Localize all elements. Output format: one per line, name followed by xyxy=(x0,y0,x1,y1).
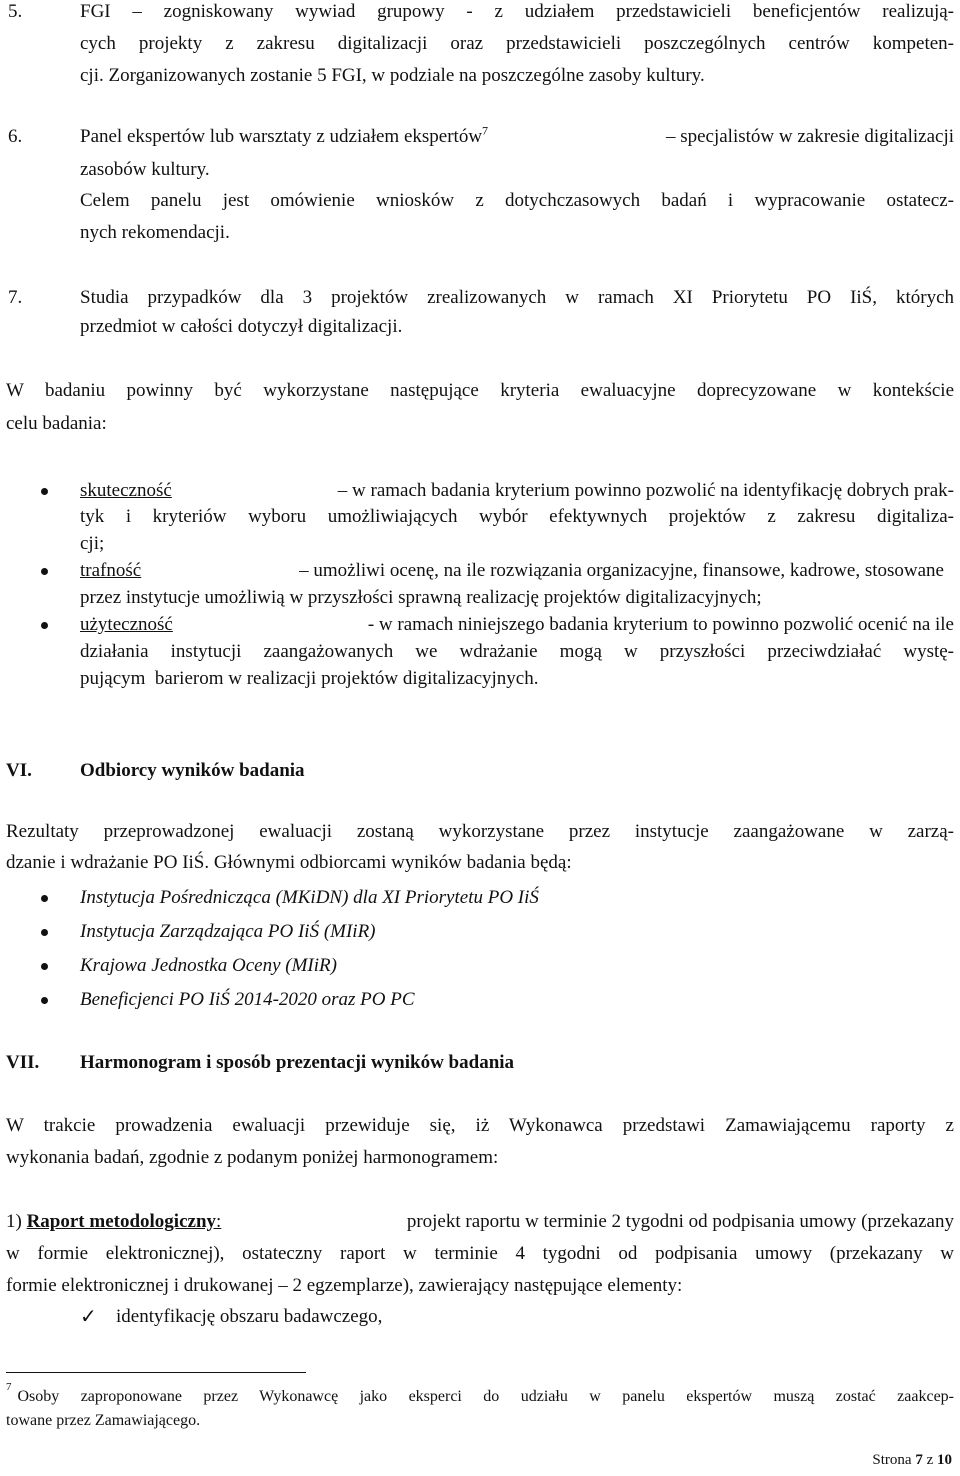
paragraph-text: Rezultaty przeprowadzonej ewaluacji zostaną wykorzystane przez instytucje zaangażowane w zarzą- xyxy=(6,821,954,842)
recipient-text: Beneficjenci PO IiŚ 2014-2020 oraz PO PC xyxy=(80,989,415,1010)
criteria-text: cji; xyxy=(80,533,105,554)
bullet-icon xyxy=(41,963,48,970)
list-item-text-part: – specjalistów w zakresie digitalizacji xyxy=(665,126,954,147)
criteria-text xyxy=(80,557,944,584)
criteria-text: działania instytucji zaangażowanych we wdrażanie mogą w przyszłości przeciwdziałać wystę- xyxy=(80,641,954,662)
list-item-text: nych rekomendacji. xyxy=(80,222,230,243)
list-item-text: zasobów kultury. xyxy=(80,159,210,180)
footnote-line xyxy=(6,1381,954,1408)
paragraph-text: dzanie i wdrażanie PO IiŚ. Głównymi odbiorcami wyników badania będą: xyxy=(6,852,572,873)
report-colon: : xyxy=(216,1211,222,1232)
report-line xyxy=(6,1208,954,1235)
report-line: w formie elektronicznej), ostateczny raport w terminie 4 tygodni od podpisania umowy (przekazany w xyxy=(6,1243,954,1264)
list-item-text xyxy=(80,123,954,150)
footnote-separator xyxy=(6,1372,306,1373)
checkmark-icon: ✓ xyxy=(80,1304,97,1328)
list-item-text: cji. Zorganizowanych zostanie 5 FGI, w podziale na poszczególne zasoby kultury. xyxy=(80,65,705,86)
list-number: 5. xyxy=(8,1,23,22)
bullet-icon xyxy=(41,622,48,629)
footnote-marker: 7 xyxy=(6,1381,12,1393)
paragraph-text: celu badania: xyxy=(6,413,107,434)
list-item-text: przedmiot w całości dotyczył digitalizacji. xyxy=(80,316,403,337)
list-item-text: cych projekty z zakresu digitalizacji oraz przedstawicieli poszczególnych centrów kompeten- xyxy=(80,33,954,54)
report-prefix: 1) xyxy=(6,1211,22,1232)
bullet-icon xyxy=(41,488,48,495)
report-line: formie elektronicznej i drukowanej – 2 egzemplarze), zawierający następujące elementy: xyxy=(6,1275,683,1296)
criteria-text xyxy=(80,477,954,504)
criteria-description: – umożliwi ocenę, na ile rozwiązania organizacyjne, finansowe, kadrowe, stosowane xyxy=(299,560,944,581)
footnote-text: Osoby zaproponowane przez Wykonawcę jako eksperci do udziału w panelu ekspertów muszą zostać zaakcep- xyxy=(17,1388,954,1405)
criteria-term: użyteczność xyxy=(80,614,173,635)
list-item-text-part: Panel ekspertów lub warsztaty z udziałem ekspertów$^7$ xyxy=(80,123,489,147)
footnote-text: towane przez Zamawiającego. xyxy=(6,1412,201,1429)
paragraph-text: W trakcie prowadzenia ewaluacji przewiduje się, iż Wykonawca przedstawi Zamawiającemu raporty z xyxy=(6,1115,954,1136)
paragraph-text: wykonania badań, zgodnie z podanym poniżej harmonogramem: xyxy=(6,1147,499,1168)
criteria-text: pującym barierom w realizacji projektów digitalizacyjnych. xyxy=(80,668,539,689)
recipient-text: Instytucja Pośrednicząca (MKiDN) dla XI Priorytetu PO IiŚ xyxy=(80,887,539,908)
criteria-text xyxy=(80,611,954,638)
list-item-text: FGI – zogniskowany wywiad grupowy - z udziałem przedstawicieli beneficjentów realizują- xyxy=(80,1,954,22)
page-current: 7 xyxy=(915,1452,923,1468)
page-separator: z xyxy=(926,1452,934,1468)
recipient-text: Krajowa Jednostka Oceny (MIiR) xyxy=(80,955,337,976)
criteria-term: trafność xyxy=(80,560,142,581)
criteria-description: - w ramach niniejszego badania kryterium to powinno pozwolić ocenić na ile xyxy=(367,614,954,635)
page-label: Strona xyxy=(872,1452,912,1468)
paragraph-text: W badaniu powinny być wykorzystane następujące kryteria ewaluacyjne doprecyzowane w kontekście xyxy=(6,380,954,401)
report-term: Raport metodologiczny xyxy=(26,1211,217,1232)
report-rest: projekt raportu w terminie 2 tygodni od podpisania umowy (przekazany xyxy=(406,1211,954,1232)
section-number: VI. xyxy=(6,760,32,781)
criteria-term: skuteczność xyxy=(80,480,172,501)
report-lead xyxy=(6,1208,221,1235)
check-item-text: identyfikację obszaru badawczego, xyxy=(116,1306,383,1327)
criteria-description: – w ramach badania kryterium powinno pozwolić na identyfikację dobrych prak- xyxy=(337,480,954,501)
list-number: 7. xyxy=(8,287,23,308)
bullet-icon xyxy=(41,997,48,1004)
page-number xyxy=(872,1449,952,1472)
criteria-text: przez instytucje umożliwią w przyszłości sprawną realizację projektów digitalizacyjnych; xyxy=(80,587,762,608)
footnote-ref[interactable]: 7 xyxy=(482,123,489,138)
list-item-text: Celem panelu jest omówienie wniosków z dotychczasowych badań i wypracowanie ostatecz- xyxy=(80,190,954,211)
page-total: 10 xyxy=(937,1452,952,1468)
recipient-text: Instytucja Zarządzająca PO IiŚ (MIiR) xyxy=(80,921,376,942)
section-title: Harmonogram i sposób prezentacji wyników badania xyxy=(80,1052,515,1073)
bullet-icon xyxy=(41,568,48,575)
criteria-text: tyk i kryteriów wyboru umożliwiających wybór efektywnych projektów z zakresu digitaliza- xyxy=(80,506,954,527)
bullet-icon xyxy=(41,895,48,902)
list-number: 6. xyxy=(8,126,23,147)
section-title: Odbiorcy wyników badania xyxy=(80,760,305,781)
section-number: VII. xyxy=(6,1052,40,1073)
list-item-text: Studia przypadków dla 3 projektów zrealizowanych w ramach XI Priorytetu PO IiŚ, których xyxy=(80,287,954,308)
bullet-icon xyxy=(41,929,48,936)
